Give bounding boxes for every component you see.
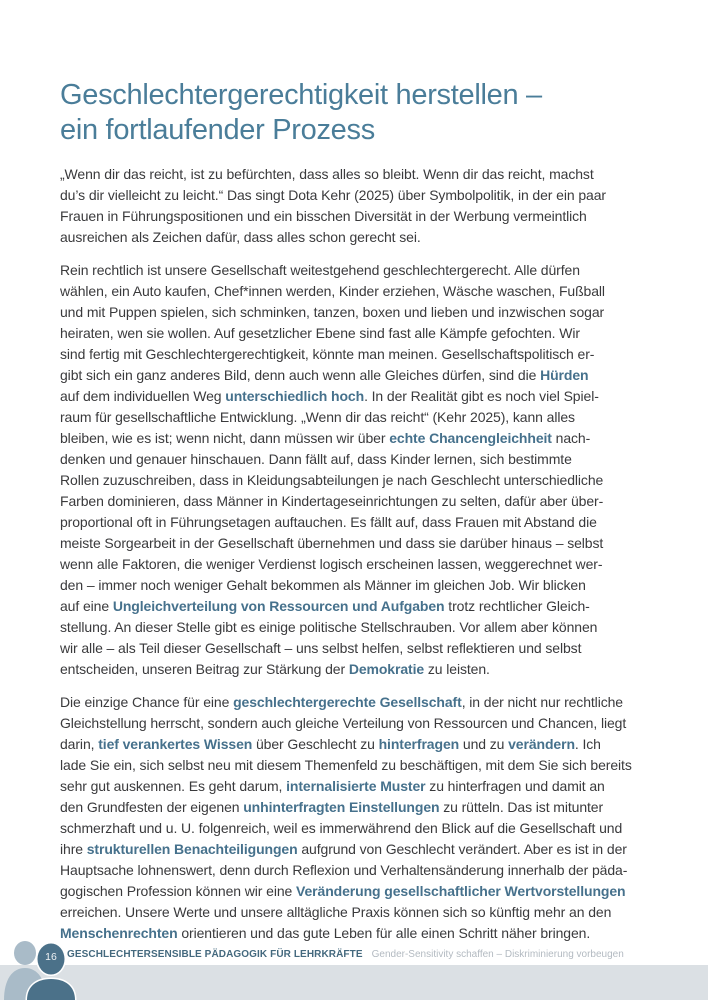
text-line: [60, 713, 690, 734]
text-run: stellung. An dieser Stelle gibt es einige politische Stellschrauben. Vor allem aber können: [60, 619, 598, 635]
text-line: [60, 575, 690, 596]
text-run: orientieren und das gute Leben für alle einen Schritt näher bringen.: [177, 925, 591, 941]
text-run: Hauptsache lohnenswert, denn durch Reflexion und Verhaltensänderung innerhalb der päda-: [60, 862, 628, 878]
text-line: [60, 797, 690, 818]
text-line: [60, 638, 690, 659]
highlighted-phrase: Hürden: [540, 367, 589, 383]
text-run: heiraten, wen sie wollen. Auf gesetzlicher Ebene sind fast alle Kämpfe gefochten. Wir: [60, 325, 580, 341]
text-line: [60, 164, 690, 185]
highlighted-phrase: echte Chancengleichheit: [389, 430, 552, 446]
text-run: Frauen in Führungspositionen und ein bisschen Diversität in der Werbung vermeintlich: [60, 208, 587, 224]
highlighted-phrase: unhinterfragten Einstellungen: [243, 799, 440, 815]
body-paragraphs: [60, 164, 690, 944]
text-run: darin,: [60, 736, 99, 752]
text-run: zu rütteln. Das ist mitunter: [439, 799, 604, 815]
text-run: lade Sie ein, sich selbst neu mit diesem Themenfeld zu beschäftigen, mit dem Sie sich bereits: [60, 757, 632, 773]
text-run: meiste Sorgearbeit in der Gesellschaft übernehmen und dass sie darüber hinaus – selbst: [60, 535, 604, 551]
text-run: gibt sich ein ganz anderes Bild, denn auch wenn alle Gleiches dürfen, sind die: [60, 367, 541, 383]
text-line: [60, 386, 690, 407]
text-line: [60, 617, 690, 638]
highlighted-phrase: hinterfragen: [378, 736, 460, 752]
text-line: [60, 206, 690, 227]
text-run: trotz rechtlicher Gleich-: [444, 598, 590, 614]
text-line: [60, 923, 690, 944]
text-run: ausreichen als Zeichen dafür, dass alles schon gerecht sei.: [60, 229, 421, 245]
text-run: Rollen zuzuschreiben, dass in Kleidungsabteilungen je nach Geschlecht unterschiedliche: [60, 472, 604, 488]
text-run: wenn alle Faktoren, die weniger Verdienst logisch erscheinen lassen, weggerechnet wer-: [60, 556, 603, 572]
highlighted-phrase: internalisierte Muster: [286, 778, 426, 794]
text-line: [60, 302, 690, 323]
page-title-line-2: ein fortlaufender Prozess: [60, 114, 375, 146]
highlighted-phrase: verändern: [508, 736, 575, 752]
footer: [67, 949, 624, 961]
text-line: [60, 776, 690, 797]
text-run: auf eine: [60, 598, 113, 614]
text-run: schmerzhaft und u. U. folgenreich, weil es immerwährend den Blick auf die Gesellschaft und: [60, 820, 623, 836]
text-line: [60, 428, 690, 449]
text-run: nach-: [551, 430, 591, 446]
highlighted-phrase: Ungleichverteilung von Ressourcen und Aufgaben: [112, 598, 445, 614]
text-line: [60, 227, 690, 248]
page-title-line-1: Geschlechtergerechtigkeit herstellen –: [60, 79, 542, 111]
text-run: zu hinterfragen und damit an: [425, 778, 605, 794]
text-line: [60, 365, 690, 386]
text-run: denken und genauer hinschauen. Dann fällt auf, dass Kinder lernen, sich bestimmte: [60, 451, 572, 467]
text-line: [60, 755, 690, 776]
text-run: Rein rechtlich ist unsere Gesellschaft weitestgehend geschlechtergerecht. Alle dürfen: [60, 262, 580, 278]
text-line: [60, 860, 690, 881]
paragraph: [60, 164, 690, 248]
highlighted-phrase: tief verankertes Wissen: [98, 736, 253, 752]
text-run: proportional oft in Führungsetagen auftauchen. Es fällt auf, dass Frauen mit Abstand die: [60, 514, 597, 530]
text-run: Die einzige Chance für eine: [60, 694, 234, 710]
text-line: [60, 185, 690, 206]
text-line: [60, 344, 690, 365]
text-run: gogischen Profession können wir eine: [60, 883, 297, 899]
text-line: [60, 659, 690, 680]
text-line: [60, 554, 690, 575]
text-run: den – immer noch weniger Gehalt bekommen als Männer im gleichen Job. Wir blicken: [60, 577, 586, 593]
text-line: [60, 260, 690, 281]
text-line: [60, 491, 690, 512]
text-run: auf dem individuellen Weg: [60, 388, 226, 404]
text-run: aufgrund von Geschlecht verändert. Aber es ist in der: [297, 841, 627, 857]
highlighted-phrase: unterschiedlich hoch: [225, 388, 365, 404]
text-line: [60, 692, 690, 713]
footer-band-divider: [0, 965, 708, 1000]
text-line: [60, 596, 690, 617]
page-number: 16: [45, 951, 57, 963]
footer-section-title: Gender-Sensitivity schaffen – Diskriminierung vorbeugen: [371, 949, 624, 960]
text-line: [60, 839, 690, 860]
text-line: [60, 818, 690, 839]
text-line: [60, 323, 690, 344]
text-run: Gleichstellung herrscht, sondern auch gleiche Verteilung von Ressourcen und Chancen, liegt: [60, 715, 627, 731]
text-run: . Ich: [574, 736, 601, 752]
highlighted-phrase: Menschenrechten: [60, 925, 178, 941]
text-run: und mit Puppen spielen, sich schminken, tanzen, boxen und lieben und inzwischen sogar: [60, 304, 605, 320]
people-silhouettes-icon: [0, 938, 84, 1000]
highlighted-phrase: geschlechtergerechte Gesellschaft: [233, 694, 462, 710]
text-run: zu leisten.: [424, 661, 490, 677]
text-run: entscheiden, unseren Beitrag zur Stärkung der: [60, 661, 349, 677]
text-run: den Grundfesten der eigenen: [60, 799, 244, 815]
text-run: . In der Realität gibt es noch viel Spiel-: [364, 388, 599, 404]
text-run: und zu: [459, 736, 509, 752]
text-run: sehr gut auskennen. Es geht darum,: [60, 778, 287, 794]
paragraph: [60, 692, 690, 944]
text-run: wir alle – als Teil dieser Gesellschaft – uns selbst helfen, selbst reflektieren und selbst: [60, 640, 582, 656]
text-line: [60, 407, 690, 428]
footer-series-title: GESCHLECHTERSENSIBLE PÄDAGOGIK FÜR LEHRKRÄFTE: [67, 949, 363, 960]
text-line: [60, 470, 690, 491]
text-line: [60, 902, 690, 923]
text-run: über Geschlecht zu: [252, 736, 379, 752]
article: [60, 78, 690, 956]
text-run: Farben dominieren, dass Männer in Kindertageseinrichtungen zu selten, dafür aber über-: [60, 493, 604, 509]
text-run: , in der nicht nur rechtliche: [461, 694, 623, 710]
text-run: wählen, ein Auto kaufen, Chef*innen werden, Kinder erziehen, Wäsche waschen, Fußball: [60, 283, 605, 299]
text-run: erreichen. Unsere Werte und unsere alltägliche Praxis können sich so künftig mehr an den: [60, 904, 612, 920]
highlighted-phrase: strukturellen Benachteiligungen: [86, 841, 298, 857]
highlighted-phrase: Veränderung gesellschaftlicher Wertvorstellungen: [296, 883, 626, 899]
text-line: [60, 533, 690, 554]
text-line: [60, 449, 690, 470]
text-run: raum für gesellschaftliche Entwicklung. „Wenn dir das reicht“ (Kehr 2025), kann alles: [60, 409, 575, 425]
text-line: [60, 734, 690, 755]
text-run: ihre: [60, 841, 87, 857]
highlighted-phrase: Demokratie: [348, 661, 425, 677]
text-run: bleiben, wie es ist; wenn nicht, dann müssen wir über: [60, 430, 390, 446]
text-line: [60, 281, 690, 302]
text-line: [60, 881, 690, 902]
text-line: [60, 512, 690, 533]
text-run: sind fertig mit Geschlechtergerechtigkeit, könnte man meinen. Gesellschaftspolitisch er-: [60, 346, 595, 362]
paragraph: [60, 260, 690, 680]
text-run: „Wenn dir das reicht, ist zu befürchten, dass alles so bleibt. Wenn dir das reicht, machst: [60, 166, 594, 182]
page-title: [60, 78, 690, 148]
text-run: du’s dir vielleicht zu leicht.“ Das singt Dota Kehr (2025) über Symbolpolitik, in der ein paar: [60, 187, 606, 203]
